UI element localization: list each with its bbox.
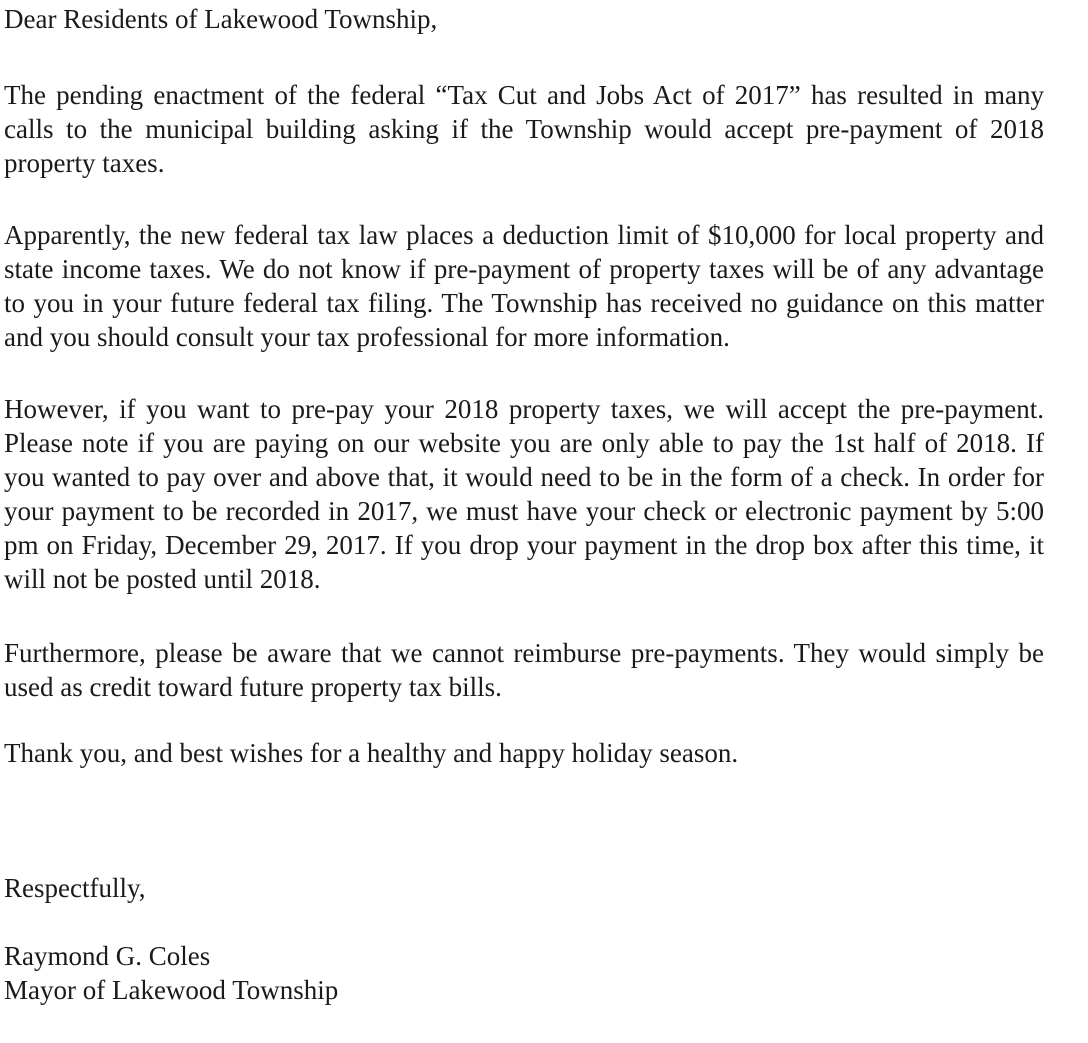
- signer-name: Raymond G. Coles: [4, 941, 211, 971]
- paragraph-tax-act: The pending enactment of the federal “Tax Cut and Jobs Act of 2017” has resulted in many calls to the municipal building asking if the Township would accept pre-payment of 2018 property taxes.: [4, 80, 1044, 178]
- closing: Respectfully,: [4, 873, 146, 903]
- paragraph-deduction-limit: Apparently, the new federal tax law places a deduction limit of $10,000 for local property and state income taxes. We do not know if pre-payment of property taxes will be of any advantage to you in your future federal tax filing. The Township has received no guidance on this matter and you should consult your tax professional for more information.: [4, 220, 1044, 352]
- paragraph-reimbursement: Furthermore, please be aware that we cannot reimburse pre-payments. They would simply be used as credit toward future property tax bills.: [4, 638, 1044, 702]
- letter-body: [4, 0, 1044, 1007]
- paragraph-prepayment-instructions: However, if you want to pre-pay your 2018 property taxes, we will accept the pre-payment. Please note if you are paying on our website you are only able to pay the 1st half of 2018. If you wanted to pay over and above that, it would need to be in the form of a check. In order for your payment to be recorded in 2017, we must have your check or electronic payment by 5:00 pm on Friday, December 29, 2017. If you drop your payment in the drop box after this time, it will not be posted until 2018.: [4, 394, 1044, 594]
- paragraph-thank-you: Thank you, and best wishes for a healthy and happy holiday season.: [4, 738, 739, 768]
- signer-title: Mayor of Lakewood Township: [4, 975, 339, 1005]
- salutation: Dear Residents of Lakewood Township,: [4, 4, 438, 34]
